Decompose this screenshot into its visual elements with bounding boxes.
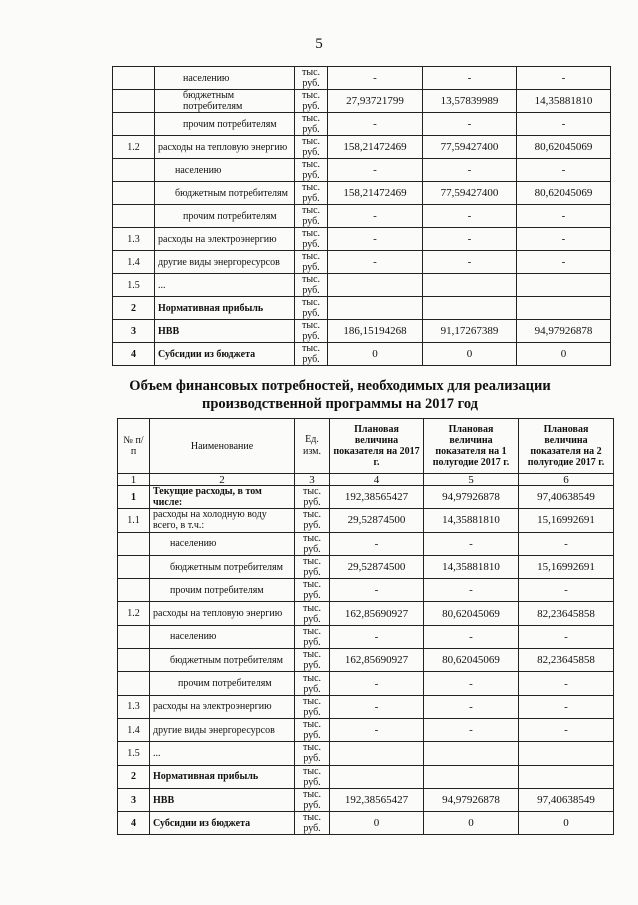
row-value: [519, 765, 614, 788]
row-unit: тыс. руб.: [295, 274, 328, 297]
financial-table-continued: [112, 66, 611, 366]
row-name: расходы на тепловую энергию: [155, 136, 295, 159]
row-value: -: [517, 205, 611, 228]
row-value: [423, 274, 517, 297]
row-index: [113, 205, 155, 228]
row-value: 80,62045069: [424, 602, 519, 625]
row-name: бюджетным потребителям: [155, 182, 295, 205]
row-index: [113, 159, 155, 182]
row-value: -: [328, 159, 423, 182]
table-row: [113, 320, 611, 343]
row-value: -: [423, 251, 517, 274]
row-name: Нормативная прибыль: [155, 297, 295, 320]
column-number: 6: [519, 474, 614, 486]
row-index: 2: [118, 765, 150, 788]
table-row: [113, 228, 611, 251]
row-value: -: [424, 625, 519, 648]
row-unit: тыс. руб.: [295, 812, 330, 835]
row-value: 15,16992691: [519, 509, 614, 532]
row-index: 1.3: [113, 228, 155, 251]
row-index: 4: [118, 812, 150, 835]
row-unit: тыс. руб.: [295, 649, 330, 672]
header-plan-h1: Плановая величина показателя на 1 полугодие 2017 г.: [424, 419, 519, 474]
table-row: [118, 788, 614, 811]
row-value: -: [328, 251, 423, 274]
table-row: [118, 672, 614, 695]
row-name: расходы на электроэнергию: [150, 695, 295, 718]
header-index: № п/п: [118, 419, 150, 474]
row-index: [113, 67, 155, 90]
row-value: 14,35881810: [517, 90, 611, 113]
row-value: 186,15194268: [328, 320, 423, 343]
column-number: 3: [295, 474, 330, 486]
row-unit: тыс. руб.: [295, 602, 330, 625]
table-row: [118, 625, 614, 648]
row-value: 0: [517, 343, 611, 366]
table-row: [118, 812, 614, 835]
table-row: [118, 509, 614, 532]
row-value: -: [517, 251, 611, 274]
header-plan-year: Плановая величина показателя на 2017 г.: [330, 419, 424, 474]
column-number: 4: [330, 474, 424, 486]
row-name: другие виды энергоресурсов: [150, 718, 295, 741]
table-row: [118, 602, 614, 625]
row-name: населению: [155, 159, 295, 182]
row-value: 162,85690927: [330, 602, 424, 625]
row-value: 91,17267389: [423, 320, 517, 343]
row-value: 97,40638549: [519, 486, 614, 509]
row-name: ...: [155, 274, 295, 297]
page-number: 5: [315, 36, 323, 52]
row-value: -: [328, 113, 423, 136]
row-value: 94,97926878: [424, 486, 519, 509]
row-value: -: [519, 532, 614, 555]
row-unit: тыс. руб.: [295, 67, 328, 90]
row-unit: тыс. руб.: [295, 297, 328, 320]
row-value: 0: [423, 343, 517, 366]
header-plan-h2: Плановая величина показателя на 2 полугодие 2017 г.: [519, 419, 614, 474]
row-value: -: [517, 228, 611, 251]
header-name: Наименование: [150, 419, 295, 474]
row-unit: тыс. руб.: [295, 509, 330, 532]
row-value: 14,35881810: [424, 509, 519, 532]
row-value: -: [328, 205, 423, 228]
row-name: Текущие расходы, в том числе:: [150, 486, 295, 509]
row-unit: тыс. руб.: [295, 718, 330, 741]
row-unit: тыс. руб.: [295, 625, 330, 648]
row-index: [113, 90, 155, 113]
table-row: [118, 486, 614, 509]
table-row: [118, 718, 614, 741]
row-unit: тыс. руб.: [295, 486, 330, 509]
row-value: 14,35881810: [424, 555, 519, 578]
table-row: [118, 649, 614, 672]
table-row: [113, 274, 611, 297]
row-value: [424, 742, 519, 765]
row-unit: тыс. руб.: [295, 742, 330, 765]
row-value: -: [423, 113, 517, 136]
table-row: [113, 251, 611, 274]
row-index: 4: [113, 343, 155, 366]
row-value: -: [519, 625, 614, 648]
row-name: ...: [150, 742, 295, 765]
row-unit: тыс. руб.: [295, 320, 328, 343]
row-index: [118, 672, 150, 695]
row-value: 29,52874500: [330, 555, 424, 578]
row-unit: тыс. руб.: [295, 136, 328, 159]
row-unit: тыс. руб.: [295, 113, 328, 136]
row-index: 1.5: [113, 274, 155, 297]
table-row: [113, 113, 611, 136]
column-number: 5: [424, 474, 519, 486]
row-value: 158,21472469: [328, 136, 423, 159]
row-index: [118, 579, 150, 602]
row-value: -: [330, 579, 424, 602]
row-value: [424, 765, 519, 788]
row-value: [517, 274, 611, 297]
row-name: расходы на электроэнергию: [155, 228, 295, 251]
row-unit: тыс. руб.: [295, 251, 328, 274]
row-unit: тыс. руб.: [295, 90, 328, 113]
row-value: -: [423, 67, 517, 90]
financial-needs-table-2017: [117, 418, 614, 835]
row-value: -: [424, 579, 519, 602]
row-index: 3: [118, 788, 150, 811]
row-value: 192,38565427: [330, 788, 424, 811]
row-value: -: [328, 228, 423, 251]
row-name: другие виды энергоресурсов: [155, 251, 295, 274]
row-value: 162,85690927: [330, 649, 424, 672]
row-value: -: [423, 205, 517, 228]
row-value: [330, 765, 424, 788]
row-index: 1.3: [118, 695, 150, 718]
row-value: 0: [330, 812, 424, 835]
column-number: 1: [118, 474, 150, 486]
row-index: 1.2: [118, 602, 150, 625]
row-value: 77,59427400: [423, 182, 517, 205]
row-name: населению: [150, 532, 295, 555]
table-row: [113, 67, 611, 90]
row-value: [328, 274, 423, 297]
row-value: 13,57839989: [423, 90, 517, 113]
row-value: 94,97926878: [517, 320, 611, 343]
row-value: 0: [424, 812, 519, 835]
row-value: [330, 742, 424, 765]
row-unit: тыс. руб.: [295, 228, 328, 251]
row-name: прочим потребителям: [150, 579, 295, 602]
row-value: -: [330, 718, 424, 741]
table-row: [118, 532, 614, 555]
table-row: [113, 159, 611, 182]
row-value: -: [330, 532, 424, 555]
row-value: 158,21472469: [328, 182, 423, 205]
row-value: [328, 297, 423, 320]
row-name: бюджетным потребителям: [155, 90, 295, 113]
row-index: 1.1: [118, 509, 150, 532]
row-value: -: [519, 672, 614, 695]
table2-title: Объем финансовых потребностей, необходимых для реализации производственной программы на 2017 год: [129, 378, 551, 412]
row-index: 1.4: [113, 251, 155, 274]
row-unit: тыс. руб.: [295, 343, 328, 366]
row-unit: тыс. руб.: [295, 672, 330, 695]
table-row: [113, 90, 611, 113]
row-unit: тыс. руб.: [295, 182, 328, 205]
row-name: НВВ: [150, 788, 295, 811]
row-value: -: [519, 579, 614, 602]
table2-column-numbers: [118, 474, 614, 486]
row-name: прочим потребителям: [155, 113, 295, 136]
row-value: -: [423, 159, 517, 182]
row-value: [517, 297, 611, 320]
row-index: 1.4: [118, 718, 150, 741]
row-unit: тыс. руб.: [295, 159, 328, 182]
row-name: населению: [150, 625, 295, 648]
row-value: -: [424, 695, 519, 718]
row-value: 15,16992691: [519, 555, 614, 578]
row-unit: тыс. руб.: [295, 555, 330, 578]
row-unit: тыс. руб.: [295, 695, 330, 718]
row-value: [519, 742, 614, 765]
table-row: [113, 136, 611, 159]
row-value: -: [330, 625, 424, 648]
table-row: [113, 343, 611, 366]
row-value: 82,23645858: [519, 602, 614, 625]
row-name: расходы на холодную воду всего, в т.ч.:: [150, 509, 295, 532]
row-value: -: [519, 695, 614, 718]
row-unit: тыс. руб.: [295, 788, 330, 811]
row-value: -: [424, 718, 519, 741]
table2-body: [118, 486, 614, 835]
row-value: 80,62045069: [517, 136, 611, 159]
row-value: -: [424, 672, 519, 695]
row-name: расходы на тепловую энергию: [150, 602, 295, 625]
row-value: 0: [328, 343, 423, 366]
row-index: 3: [113, 320, 155, 343]
row-index: [118, 555, 150, 578]
row-value: -: [517, 67, 611, 90]
row-name: НВВ: [155, 320, 295, 343]
column-number: 2: [150, 474, 295, 486]
row-value: 94,97926878: [424, 788, 519, 811]
table-row: [118, 765, 614, 788]
table2-header-row: [118, 419, 614, 474]
table-row: [118, 695, 614, 718]
row-index: 2: [113, 297, 155, 320]
row-value: -: [519, 718, 614, 741]
row-index: [113, 182, 155, 205]
row-unit: тыс. руб.: [295, 532, 330, 555]
row-name: прочим потребителям: [150, 672, 295, 695]
row-value: -: [330, 672, 424, 695]
table-row: [113, 297, 611, 320]
row-value: -: [517, 159, 611, 182]
table1-body: [113, 67, 611, 366]
row-value: -: [424, 532, 519, 555]
row-value: -: [423, 228, 517, 251]
row-name: Субсидии из бюджета: [155, 343, 295, 366]
row-unit: тыс. руб.: [295, 579, 330, 602]
row-value: [423, 297, 517, 320]
row-index: [118, 532, 150, 555]
row-name: Субсидии из бюджета: [150, 812, 295, 835]
table-row: [113, 205, 611, 228]
row-unit: тыс. руб.: [295, 205, 328, 228]
row-name: прочим потребителям: [155, 205, 295, 228]
row-index: 1.5: [118, 742, 150, 765]
row-value: 77,59427400: [423, 136, 517, 159]
row-value: -: [328, 67, 423, 90]
table-row: [118, 555, 614, 578]
row-value: 0: [519, 812, 614, 835]
row-value: -: [330, 695, 424, 718]
row-value: 80,62045069: [424, 649, 519, 672]
row-value: 82,23645858: [519, 649, 614, 672]
table-row: [118, 742, 614, 765]
row-name: населению: [155, 67, 295, 90]
row-value: 192,38565427: [330, 486, 424, 509]
table-row: [113, 182, 611, 205]
header-unit: Ед. изм.: [295, 419, 330, 474]
row-name: бюджетным потребителям: [150, 649, 295, 672]
row-index: 1.2: [113, 136, 155, 159]
row-index: 1: [118, 486, 150, 509]
row-value: 97,40638549: [519, 788, 614, 811]
row-value: -: [517, 113, 611, 136]
row-value: 27,93721799: [328, 90, 423, 113]
table-row: [118, 579, 614, 602]
row-index: [113, 113, 155, 136]
row-index: [118, 625, 150, 648]
row-unit: тыс. руб.: [295, 765, 330, 788]
row-value: 80,62045069: [517, 182, 611, 205]
row-value: 29,52874500: [330, 509, 424, 532]
row-index: [118, 649, 150, 672]
row-name: Нормативная прибыль: [150, 765, 295, 788]
row-name: бюджетным потребителям: [150, 555, 295, 578]
